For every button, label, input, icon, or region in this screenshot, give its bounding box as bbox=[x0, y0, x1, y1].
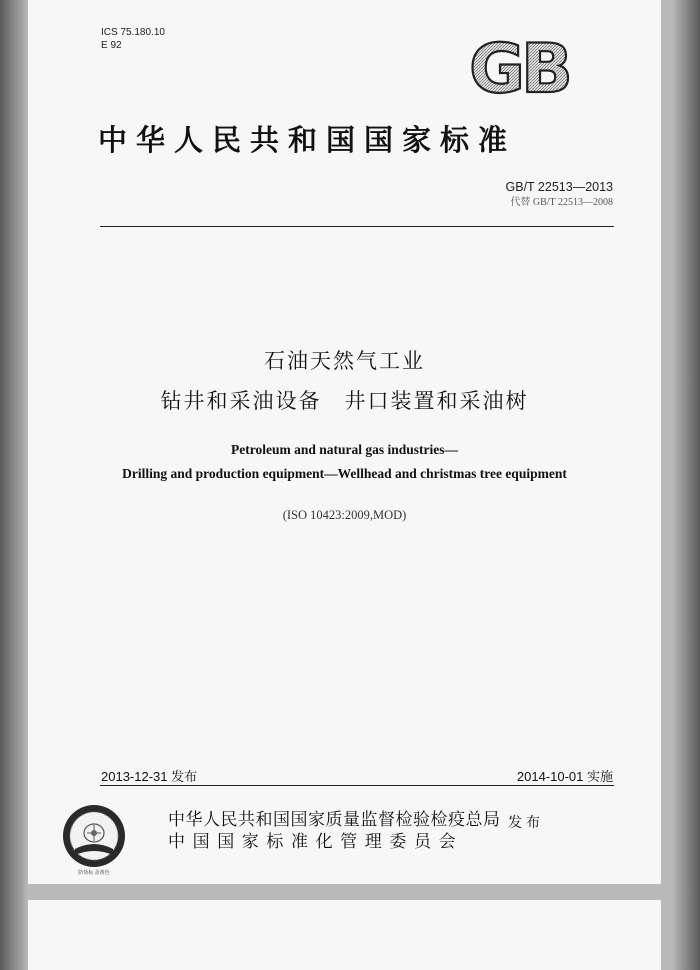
next-page-preview bbox=[28, 900, 661, 970]
iso-reference: (ISO 10423:2009,MOD) bbox=[282, 508, 407, 522]
issuer-sac: 中国国家标准化管理委员会 bbox=[168, 832, 464, 852]
header-divider bbox=[100, 226, 614, 227]
seal-caption: 防伪标 盖黄色 bbox=[78, 870, 110, 876]
official-seal-icon bbox=[61, 803, 127, 869]
gb-logo-text: GB bbox=[469, 36, 569, 100]
title-en-line2: Drilling and production equipment—Wellhead and christmas tree equipment bbox=[122, 466, 567, 481]
title-cn-line1: 石油天然气工业 bbox=[264, 349, 425, 373]
classification-codes bbox=[101, 26, 165, 52]
title-cn-line2: 钻井和采油设备 井口装置和采油树 bbox=[160, 389, 529, 413]
replaces-standard: 代替 GB/T 22513—2008 bbox=[510, 197, 613, 208]
standard-category-title: 中华人民共和国国家标准 bbox=[98, 123, 517, 157]
footer-divider bbox=[100, 785, 614, 786]
implementation-date: 2014-10-01 实施 bbox=[516, 769, 613, 784]
ics-code: ICS 75.180.10 bbox=[101, 27, 165, 38]
document-page bbox=[28, 0, 661, 884]
standard-number-block bbox=[506, 180, 613, 210]
issue-date: 2013-12-31 发布 bbox=[101, 769, 198, 784]
publish-label: 发布 bbox=[508, 815, 544, 831]
issuer-aqsiq: 中华人民共和国国家质量监督检验检疫总局 bbox=[168, 810, 501, 830]
standard-number: GB/T 22513—2013 bbox=[505, 180, 613, 194]
ccs-code: E 92 bbox=[101, 40, 122, 51]
title-en-line1: Petroleum and natural gas industries— bbox=[230, 442, 458, 457]
gb-logo-icon bbox=[457, 36, 581, 100]
